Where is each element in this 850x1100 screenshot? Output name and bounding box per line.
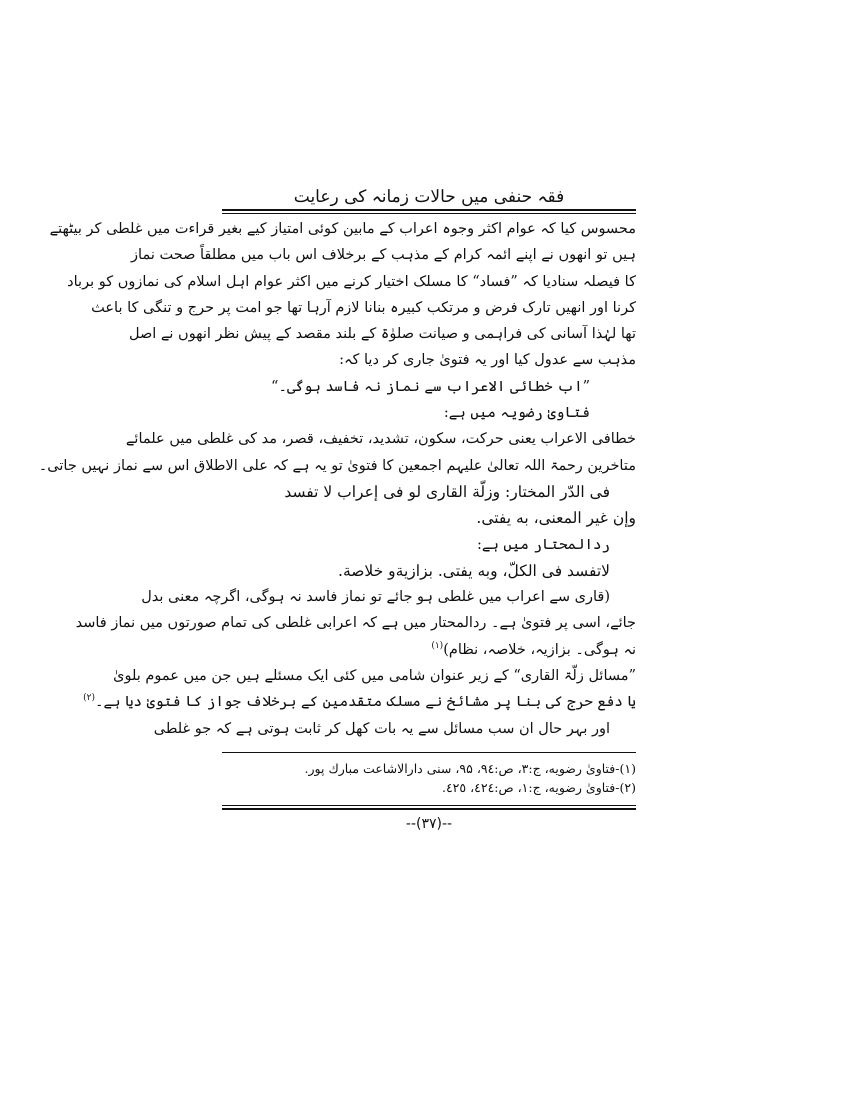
footnote-divider	[222, 752, 636, 753]
radd-intro: ردالمحتار میں ہے:	[476, 536, 610, 553]
text-line: ہیں تو انھوں نے اپنے ائمہ کرام کے مذہب کے برخلاف اس باب میں مطلقاً صحت نماز	[131, 247, 636, 264]
translation-line-text: نہ ہوگی۔ بزازیہ، خلاصہ، نظام)	[443, 641, 636, 658]
arabic-quote-line: فی الدّر المختار: وزلّة القاری لو فی إعراب لا تفسد	[284, 482, 610, 501]
footnotes	[222, 759, 636, 797]
page-number: --(۳۷)--	[405, 815, 453, 832]
document-page	[38, 185, 636, 832]
footnote-1: (۱)-فتاویٰ رضویه، ج:۳، ص:۹٤، ۹۵، سنی دارالاشاعت مبارك پور.	[304, 760, 636, 776]
footer-divider	[222, 805, 636, 810]
reference-line: خطافی الاعراب یعنی حرکت، سکون، تشدید، تخفیف، قصر، مد کی غلطی میں علمائے	[125, 431, 636, 448]
header-divider	[222, 209, 636, 214]
closing-line: اور بہر حال ان سب مسائل سے یہ بات کھل کر ثابت ہوتی ہے کہ جو غلطی	[153, 720, 610, 737]
translation-line: (قاری سے اعراب میں غلطی ہو جائے تو نماز فاسد نہ ہوگی، اگرچہ معنی بدل	[141, 589, 610, 606]
reference-intro: فتاویٰ رضویہ میں ہے:	[443, 405, 590, 422]
footnote-ref-1[interactable]: (۱)	[431, 640, 444, 651]
translation-line: جائے، اسی پر فتویٰ ہے۔ ردالمحتار میں ہے کہ اعرابی غلطی کی تمام صورتوں میں نماز فاسد	[75, 615, 636, 632]
text-line: محسوس کیا کہ عوام اکثر وجوہ اعراب کے مابین کوئی امتیاز کیے بغیر قراءت میں غلطی کر بیٹھتے	[49, 221, 636, 237]
text-line: کرنا اور انھیں تارک فرض و مرتکب کبیرہ بنانا لازم آرہا تھا جو امت پر حرج و تنگی کا باعث	[91, 299, 636, 316]
text-line: تھا لہٰذا آسانی کی فراہمی و صیانت صلوٰۃ کے بلند مقصد کے پیش نظر انھوں نے اصل	[128, 326, 636, 343]
footnote-ref-2[interactable]: (۲)	[83, 693, 95, 704]
masail-line: ”مسائل زلّۃ القاری“ کے زیر عنوان شامی میں کئی ایک مسئلے ہیں جن میں عموم بلویٰ	[113, 668, 636, 685]
masail-line	[83, 689, 636, 715]
arabic-quote-line: وإن غیر المعنی، به یفتی.	[476, 509, 636, 528]
arabic-quote-2: لاتفسد فی الکلّ، وبه یفتی. بزازیةو خلاصة.	[338, 561, 610, 580]
footnote-2: (۲)-فتاویٰ رضویه، ج:۱، ص:٤٢٤، ٤٢٥.	[441, 779, 636, 795]
fatwa-quote: ”اب خطائی الاعراب سے نماز نہ فاسد ہوگی۔“	[271, 378, 590, 395]
text-line: مذہب سے عدول کیا اور یہ فتویٰ جاری کر دیا کہ:	[339, 352, 636, 369]
masail-line-text: یا دفع حرج کی بنا پر مشائخ نے مسلک متقدمین کے برخلاف جواز کا فتویٰ دیا ہے۔	[94, 694, 636, 711]
reference-line: متاخرین رحمۃ اللہ تعالیٰ علیہم اجمعین کا فتویٰ تو یہ ہے کہ علی الاطلاق اس سے نماز نہیں جاتی۔	[38, 457, 636, 474]
text-line: کا فیصلہ سنادیا کہ ”فساد“ کا مسلک اختیار کرنے میں اکثر عوام اہل اسلام کی نمازوں کو برباد	[67, 273, 636, 290]
main-text	[38, 216, 636, 742]
translation-line	[222, 637, 636, 663]
running-header-title: فقہ حنفی میں حالات زمانہ کی رعایت	[293, 187, 565, 207]
